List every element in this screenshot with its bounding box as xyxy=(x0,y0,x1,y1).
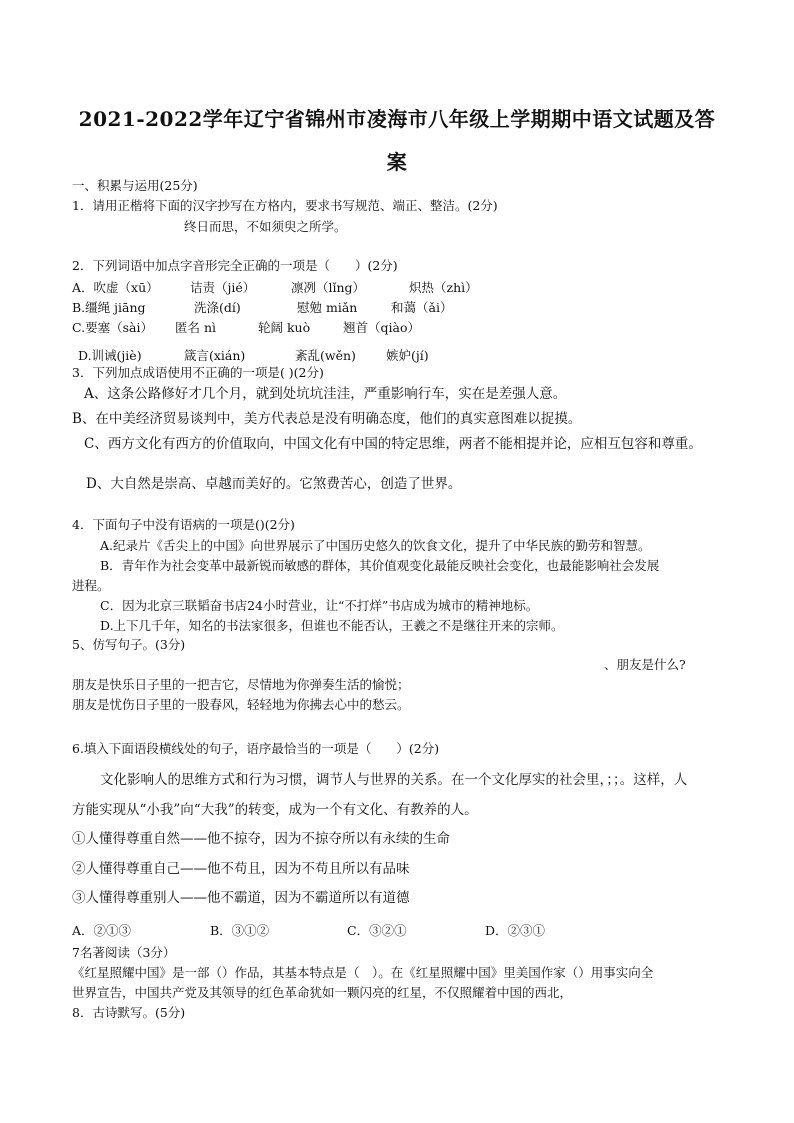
q4-option-b-line1: B．青年作为社会变革中最新锐而敏感的群体，其价值观变化最能反映社会变化，也最能影响社会发展 xyxy=(100,558,660,573)
q5-example-line2: 朋友是忧伤日子里的一股春风，轻轻地为你拂去心中的愁云。 xyxy=(72,697,410,712)
q2-option-c-2: 匿名 nì xyxy=(175,320,217,335)
q6-option-a: A．②①③ xyxy=(72,923,132,938)
q4-option-b-line2: 进程。 xyxy=(72,578,110,593)
question-4-stem: 4．下面句子中没有语病的一项是()(2分) xyxy=(72,517,295,532)
q6-option-b: B．③①② xyxy=(210,923,270,938)
document-title-line2: 案 xyxy=(386,150,408,174)
q2-option-a-3: 凛冽（lǐng） xyxy=(291,280,366,295)
q2-option-a-2: 诘责（jié） xyxy=(190,280,256,295)
question-5-stem: 5、仿写句子。(3分) xyxy=(72,637,186,652)
q6-sentence-1: ①人懂得尊重自然——他不掠夺，因为不掠夺所以有永续的生命 xyxy=(72,831,450,847)
q2-option-a-1: A．吹虚（xū） xyxy=(72,280,159,295)
q4-option-c: C．因为北京三联韬奋书店24小时营业，让“不打烊”书店成为城市的精神地标。 xyxy=(100,598,539,613)
q2-option-c-4: 翘首（qiào） xyxy=(343,320,420,335)
q4-option-d: D.上下几千年，知名的书法家很多，但谁也不能否认，王羲之不是继往开来的宗师。 xyxy=(100,618,564,633)
q6-paragraph-line1: 文化影响人的思维方式和行为习惯，调节人与世界的关系。在一个文化厚实的社会里，；；。这样，人 xyxy=(100,772,688,788)
q6-sentence-3: ③人懂得尊重别人——他不霸道，因为不霸道所以有道德 xyxy=(72,890,410,906)
question-6-stem: 6.填入下面语段横线处的句子，语序最恰当的一项是（ ）(2分) xyxy=(72,741,440,756)
question-3-stem: 3．下列加点成语使用不正确的一项是( )(2分) xyxy=(72,365,324,380)
q2-option-b-1: B.缰绳 jiāng xyxy=(72,300,146,315)
question-1-stem: 1．请用正楷将下面的汉字抄写在方格内，要求书写规范、端正、整洁。(2分) xyxy=(72,198,498,213)
q2-option-c-1: C.要塞（sài） xyxy=(72,320,153,335)
q3-option-c: C、西方文化有西方的价值取向，中国文化有中国的特定思维，两者不能相提并论，应相互包容和尊重。 xyxy=(84,436,702,452)
q7-text-line1: 《红星照耀中国》是一部（）作品，其基本特点是（ ）。在《红星照耀中国》里美国作家（）用事实向全 xyxy=(72,965,654,980)
q3-option-b: B、在中美经济贸易谈判中，美方代表总是没有明确态度，他们的真实意图难以捉摸。 xyxy=(72,411,582,427)
q2-option-b-2: 洗涤(dí) xyxy=(194,300,241,315)
q2-option-d-4: 嫉妒(jí) xyxy=(386,348,429,363)
q2-option-d-3: 紊乱(wěn) xyxy=(295,348,356,363)
q5-example-line1: 朋友是快乐日子里的一把吉它，尽情地为你弹奏生活的愉悦； xyxy=(72,677,410,692)
q6-option-d: D．②③① xyxy=(485,923,546,938)
q6-paragraph-line2: 方能实现从“小我”向“大我”的转变，成为一个有文化、有教养的人。 xyxy=(72,802,478,818)
q3-option-d: D、大自然是崇高、卓越而美好的。它煞费苦心，创造了世界。 xyxy=(86,476,462,492)
question-1-text: 终日而思，不如须臾之所学。 xyxy=(184,219,347,234)
q4-option-a: A.纪录片《舌尖上的中国》向世界展示了中国历史悠久的饮食文化，提升了中华民族的勤劳和智慧。 xyxy=(100,538,651,553)
question-7-stem: 7名著阅读（3分） xyxy=(72,945,176,960)
q5-blank-text: 、朋友是什么? xyxy=(604,657,686,672)
q2-option-d-2: 箴言(xián) xyxy=(184,348,246,363)
q3-option-a: A、这条公路修好才几个月，就到处坑坑洼洼，严重影响行车，实在是差强人意。 xyxy=(84,386,567,402)
q2-option-a-4: 炽热（zhì） xyxy=(409,280,478,295)
q2-option-d-1: D.训诫(jiè) xyxy=(78,348,142,363)
q6-sentence-2: ②人懂得尊重自己——他不苟且，因为不苟且所以有品味 xyxy=(72,861,410,877)
document-title-line1: 2021-2022学年辽宁省锦州市凌海市八年级上学期期中语文试题及答 xyxy=(78,107,716,131)
q7-text-line2: 世界宣告，中国共产党及其领导的红色革命犹如一颗闪亮的红星，不仅照耀着中国的西北， xyxy=(72,985,573,1000)
q2-option-b-3: 慰勉 miǎn xyxy=(297,300,358,315)
q6-option-c: C．③②① xyxy=(347,923,407,938)
question-2-stem: 2．下列词语中加点字音形完全正确的一项是（ ）(2分) xyxy=(72,258,398,273)
question-8-stem: 8．古诗默写。(5分) xyxy=(72,1005,186,1020)
q2-option-b-4: 和蔼（ǎi） xyxy=(391,300,453,315)
section-heading: 一、积累与运用(25分) xyxy=(72,178,198,193)
q2-option-c-3: 轮阔 kuò xyxy=(258,320,311,335)
